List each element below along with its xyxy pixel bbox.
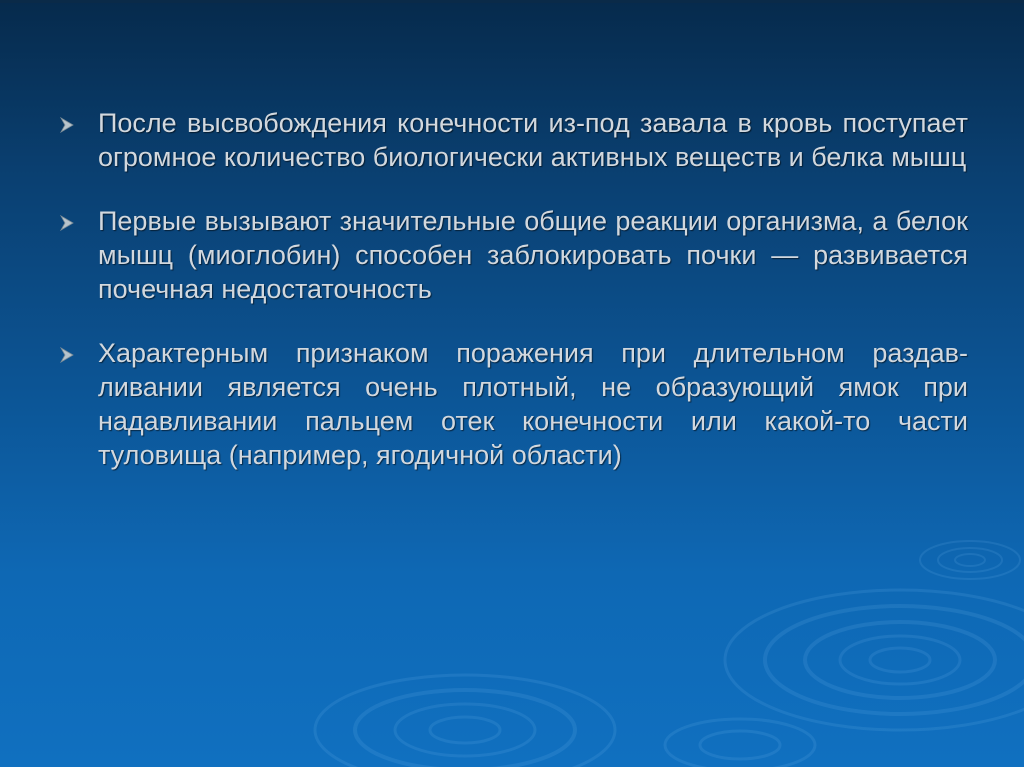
- bullet-text: Первые вызывают значительные общие реакции организма, а белок мышц (миоглобин) способен заблокировать почки — развивается почечная недостаточность: [98, 206, 968, 304]
- bullet-text: Характерным признаком поражения при длительном раздав-ливании является очень плотный, не образующий ямок при надавливании пальцем отек конечности или какой-то части туловища (например, ягодичной области): [98, 338, 968, 470]
- arrow-bullet-icon: [58, 214, 76, 232]
- bullet-item: [58, 336, 968, 472]
- bullet-text: После высвобождения конечности из-под завала в кровь поступает огромное количество биологически активных веществ и белка мышц: [98, 108, 968, 172]
- arrow-bullet-icon: [58, 116, 76, 134]
- bullet-item: [58, 204, 968, 306]
- bullet-list: [58, 106, 968, 502]
- arrow-bullet-icon: [58, 346, 76, 364]
- bullet-item: [58, 106, 968, 174]
